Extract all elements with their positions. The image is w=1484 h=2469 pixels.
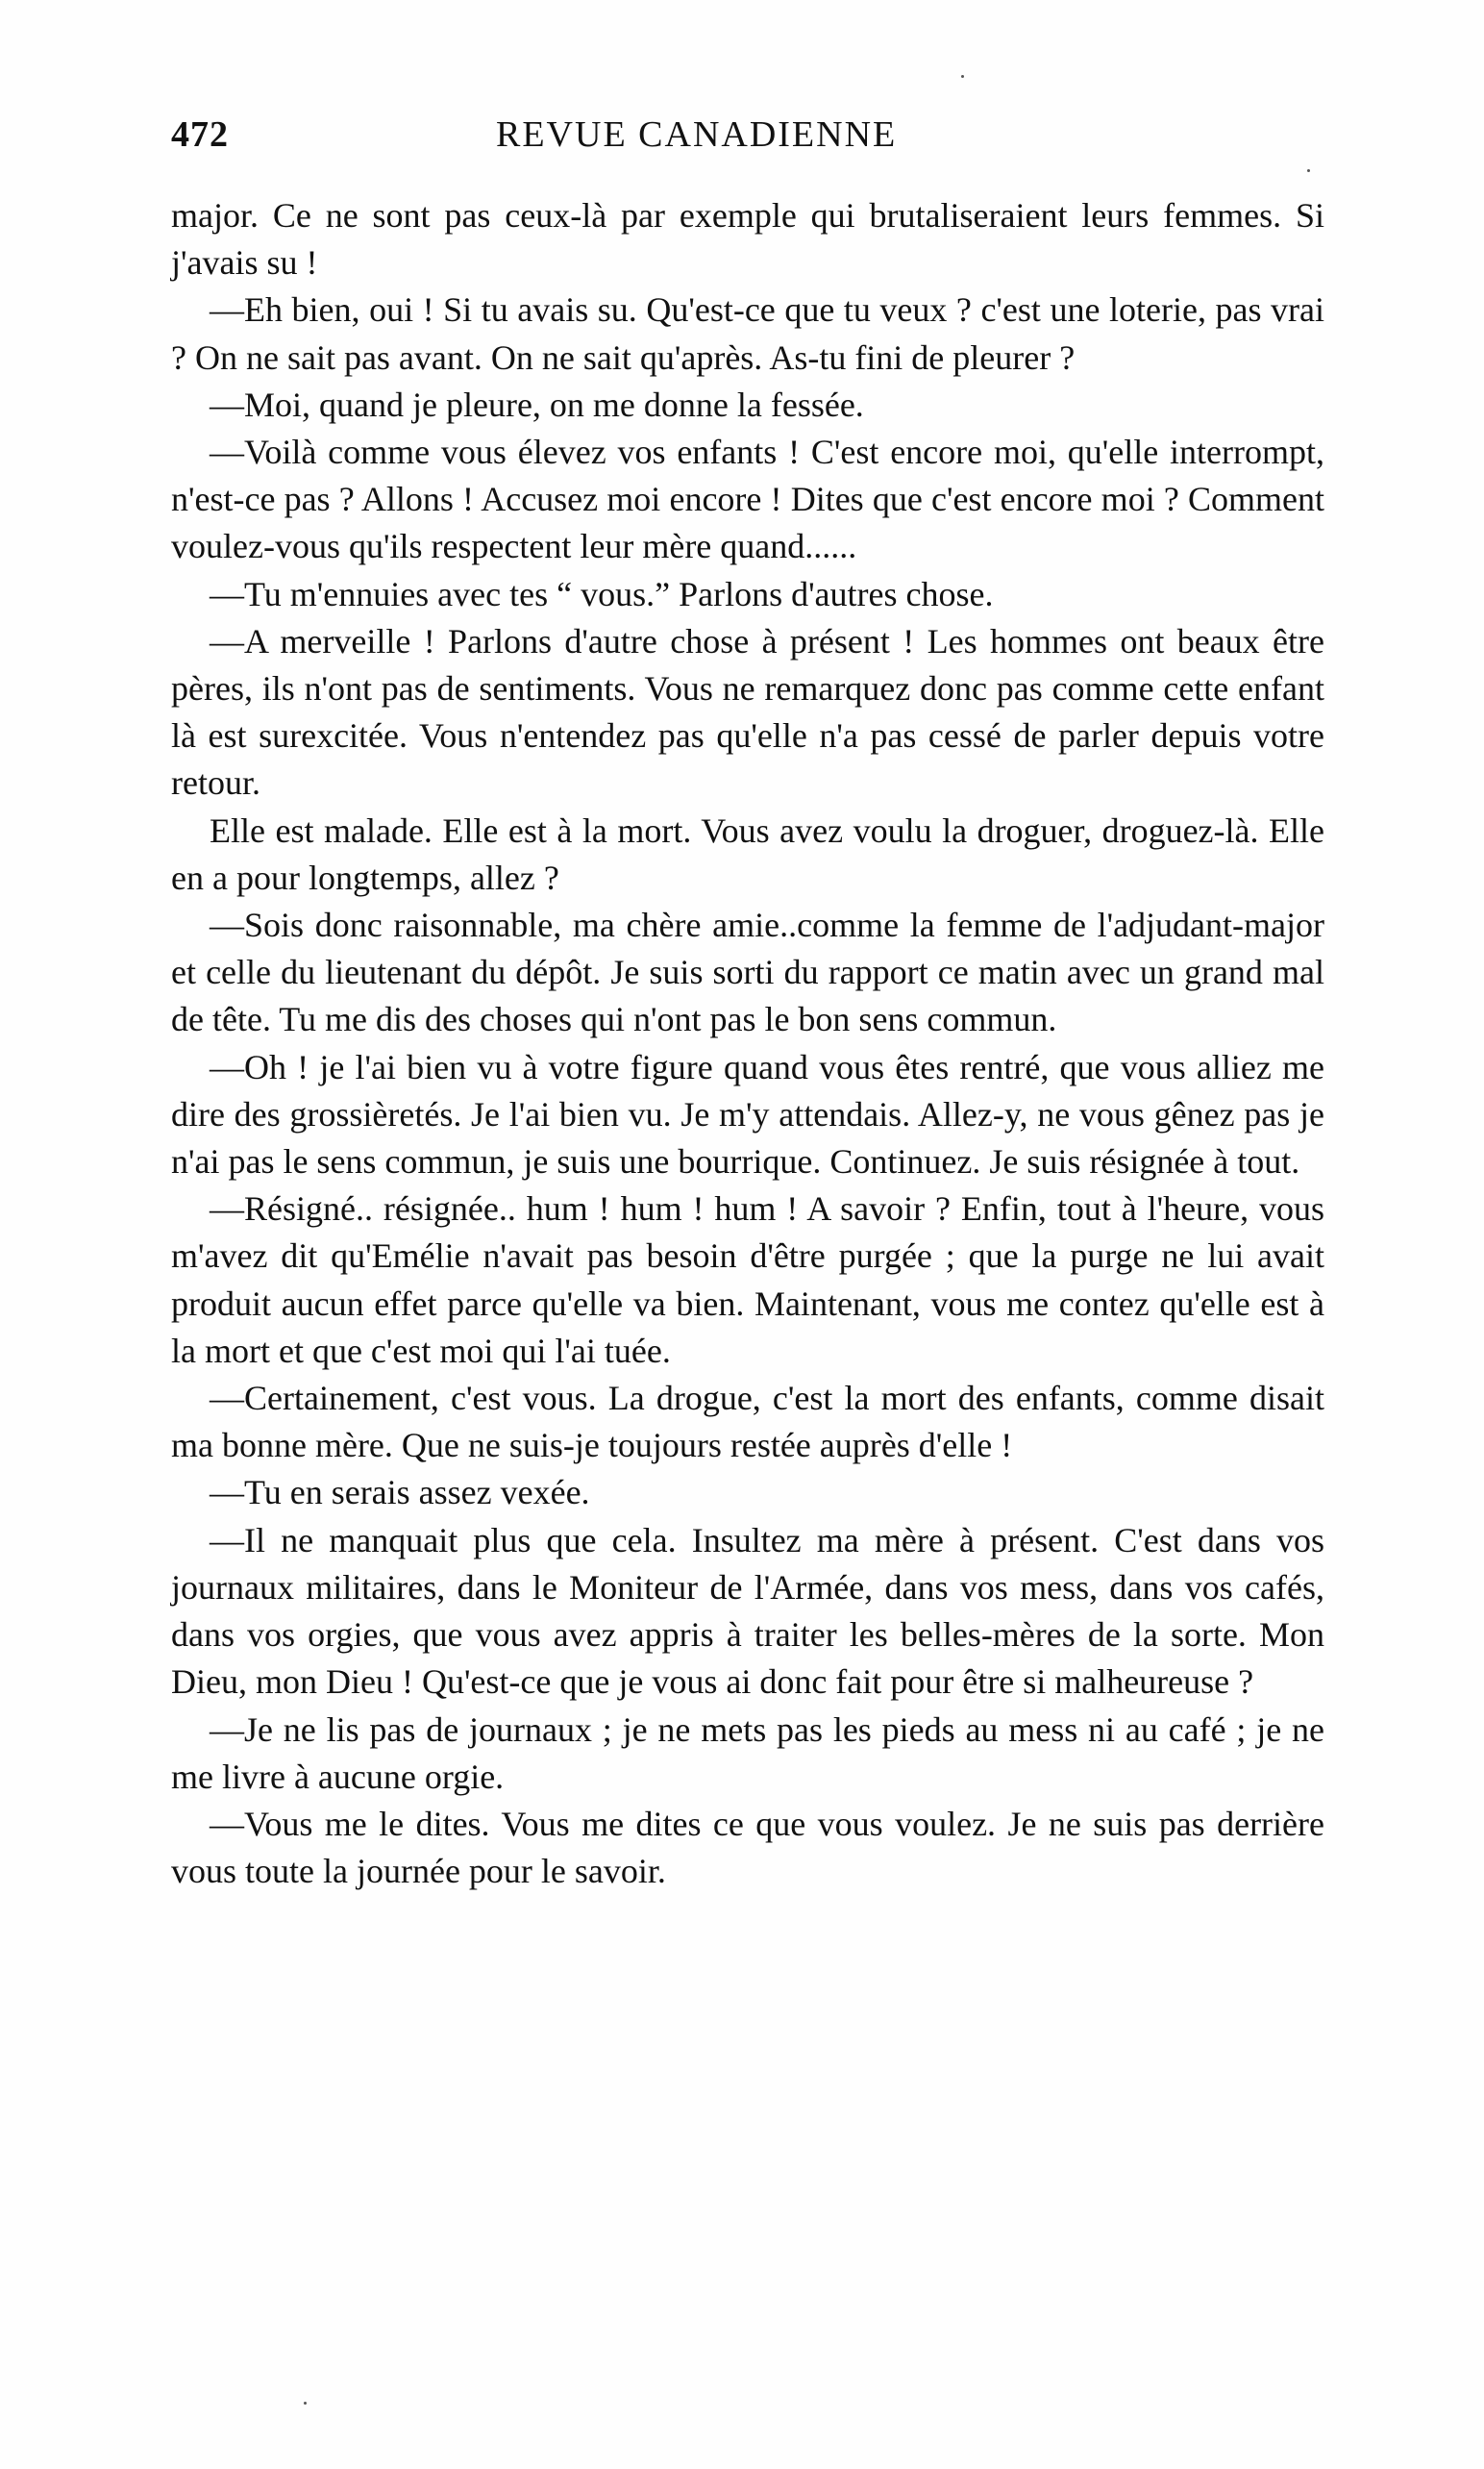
paragraph: —Voilà comme vous élevez vos enfants ! C'est encore moi, qu'elle interrompt, n'est-ce pas ? Allons ! Accusez moi encore ! Dites que c'est encore moi ? Comment voulez-vous qu'ils respectent leur mère quand...... bbox=[171, 433, 1324, 566]
body-text bbox=[171, 192, 1324, 1895]
paragraph: —Tu m'ennuies avec tes “ vous.” Parlons d'autres chose. bbox=[210, 574, 994, 613]
paragraph: —Il ne manquait plus que cela. Insultez ma mère à présent. C'est dans vos journaux militaires, dans le Moniteur de l'Armée, dans vos mess, dans vos cafés, dans vos orgies, que vous avez appris à traiter les belles-mères de la sorte. Mon Dieu, mon Dieu ! Qu'est-ce que je vous ai donc fait pour être si malheureuse ? bbox=[171, 1520, 1324, 1702]
scan-speck bbox=[304, 2402, 307, 2405]
page-number: 472 bbox=[171, 114, 229, 155]
paragraph: —Eh bien, oui ! Si tu avais su. Qu'est-ce que tu veux ? c'est une loterie, pas vrai ? On ne sait pas avant. On ne sait qu'après. As-tu fini de pleurer ? bbox=[171, 290, 1324, 377]
paragraph: —Sois donc raisonnable, ma chère amie..comme la femme de l'adjudant-major et celle du lieutenant du dépôt. Je suis sorti du rapport ce matin avec un grand mal de tête. Tu me dis des choses qui n'ont pas le bon sens commun. bbox=[171, 906, 1324, 1039]
paragraph: —Tu en serais assez vexée. bbox=[210, 1473, 590, 1512]
paragraph: —Vous me le dites. Vous me dites ce que vous voulez. Je ne suis pas derrière vous toute la journée pour le savoir. bbox=[171, 1804, 1324, 1891]
paragraph: —Oh ! je l'ai bien vu à votre figure quand vous êtes rentré, que vous alliez me dire des grossièretés. Je l'ai bien vu. Je m'y attendais. Allez-y, ne vous gênez pas je n'ai pas le sens commun, je suis une bourrique. Continuez. Je suis résignée à tout. bbox=[171, 1047, 1324, 1182]
paragraph: —Résigné.. résignée.. hum ! hum ! hum ! A savoir ? Enfin, tout à l'heure, vous m'avez dit qu'Emélie n'avait pas besoin d'être purgée ; que la purge ne lui avait produit aucun effet parce qu'elle va bien. Maintenant, vous me contez qu'elle est à la mort et que c'est moi qui l'ai tuée. bbox=[171, 1189, 1324, 1370]
scan-speck bbox=[961, 75, 964, 78]
paragraph: —Certainement, c'est vous. La drogue, c'est la mort des enfants, comme disait ma bonne mère. Que ne suis-je toujours restée auprès d'elle ! bbox=[171, 1379, 1324, 1465]
paragraph: Elle est malade. Elle est à la mort. Vous avez voulu la droguer, droguez-là. Elle en a pour longtemps, allez ? bbox=[171, 811, 1324, 897]
paragraph: —A merveille ! Parlons d'autre chose à présent ! Les hommes ont beaux être pères, ils n'ont pas de sentiments. Vous ne remarquez donc pas comme cette enfant là est surexcitée. Vous n'entendez pas qu'elle n'a pas cessé de parler depuis votre retour. bbox=[171, 621, 1324, 803]
paragraph: major. Ce ne sont pas ceux-là par exemple qui brutaliseraient leurs femmes. Si j'avais su ! bbox=[171, 196, 1324, 283]
paragraph: —Je ne lis pas de journaux ; je ne mets pas les pieds au mess ni au café ; je ne me livre à aucune orgie. bbox=[171, 1709, 1324, 1796]
running-title: REVUE CANADIENNE bbox=[496, 114, 898, 155]
page-header bbox=[171, 113, 1324, 171]
paragraph: —Moi, quand je pleure, on me donne la fessée. bbox=[210, 385, 864, 424]
